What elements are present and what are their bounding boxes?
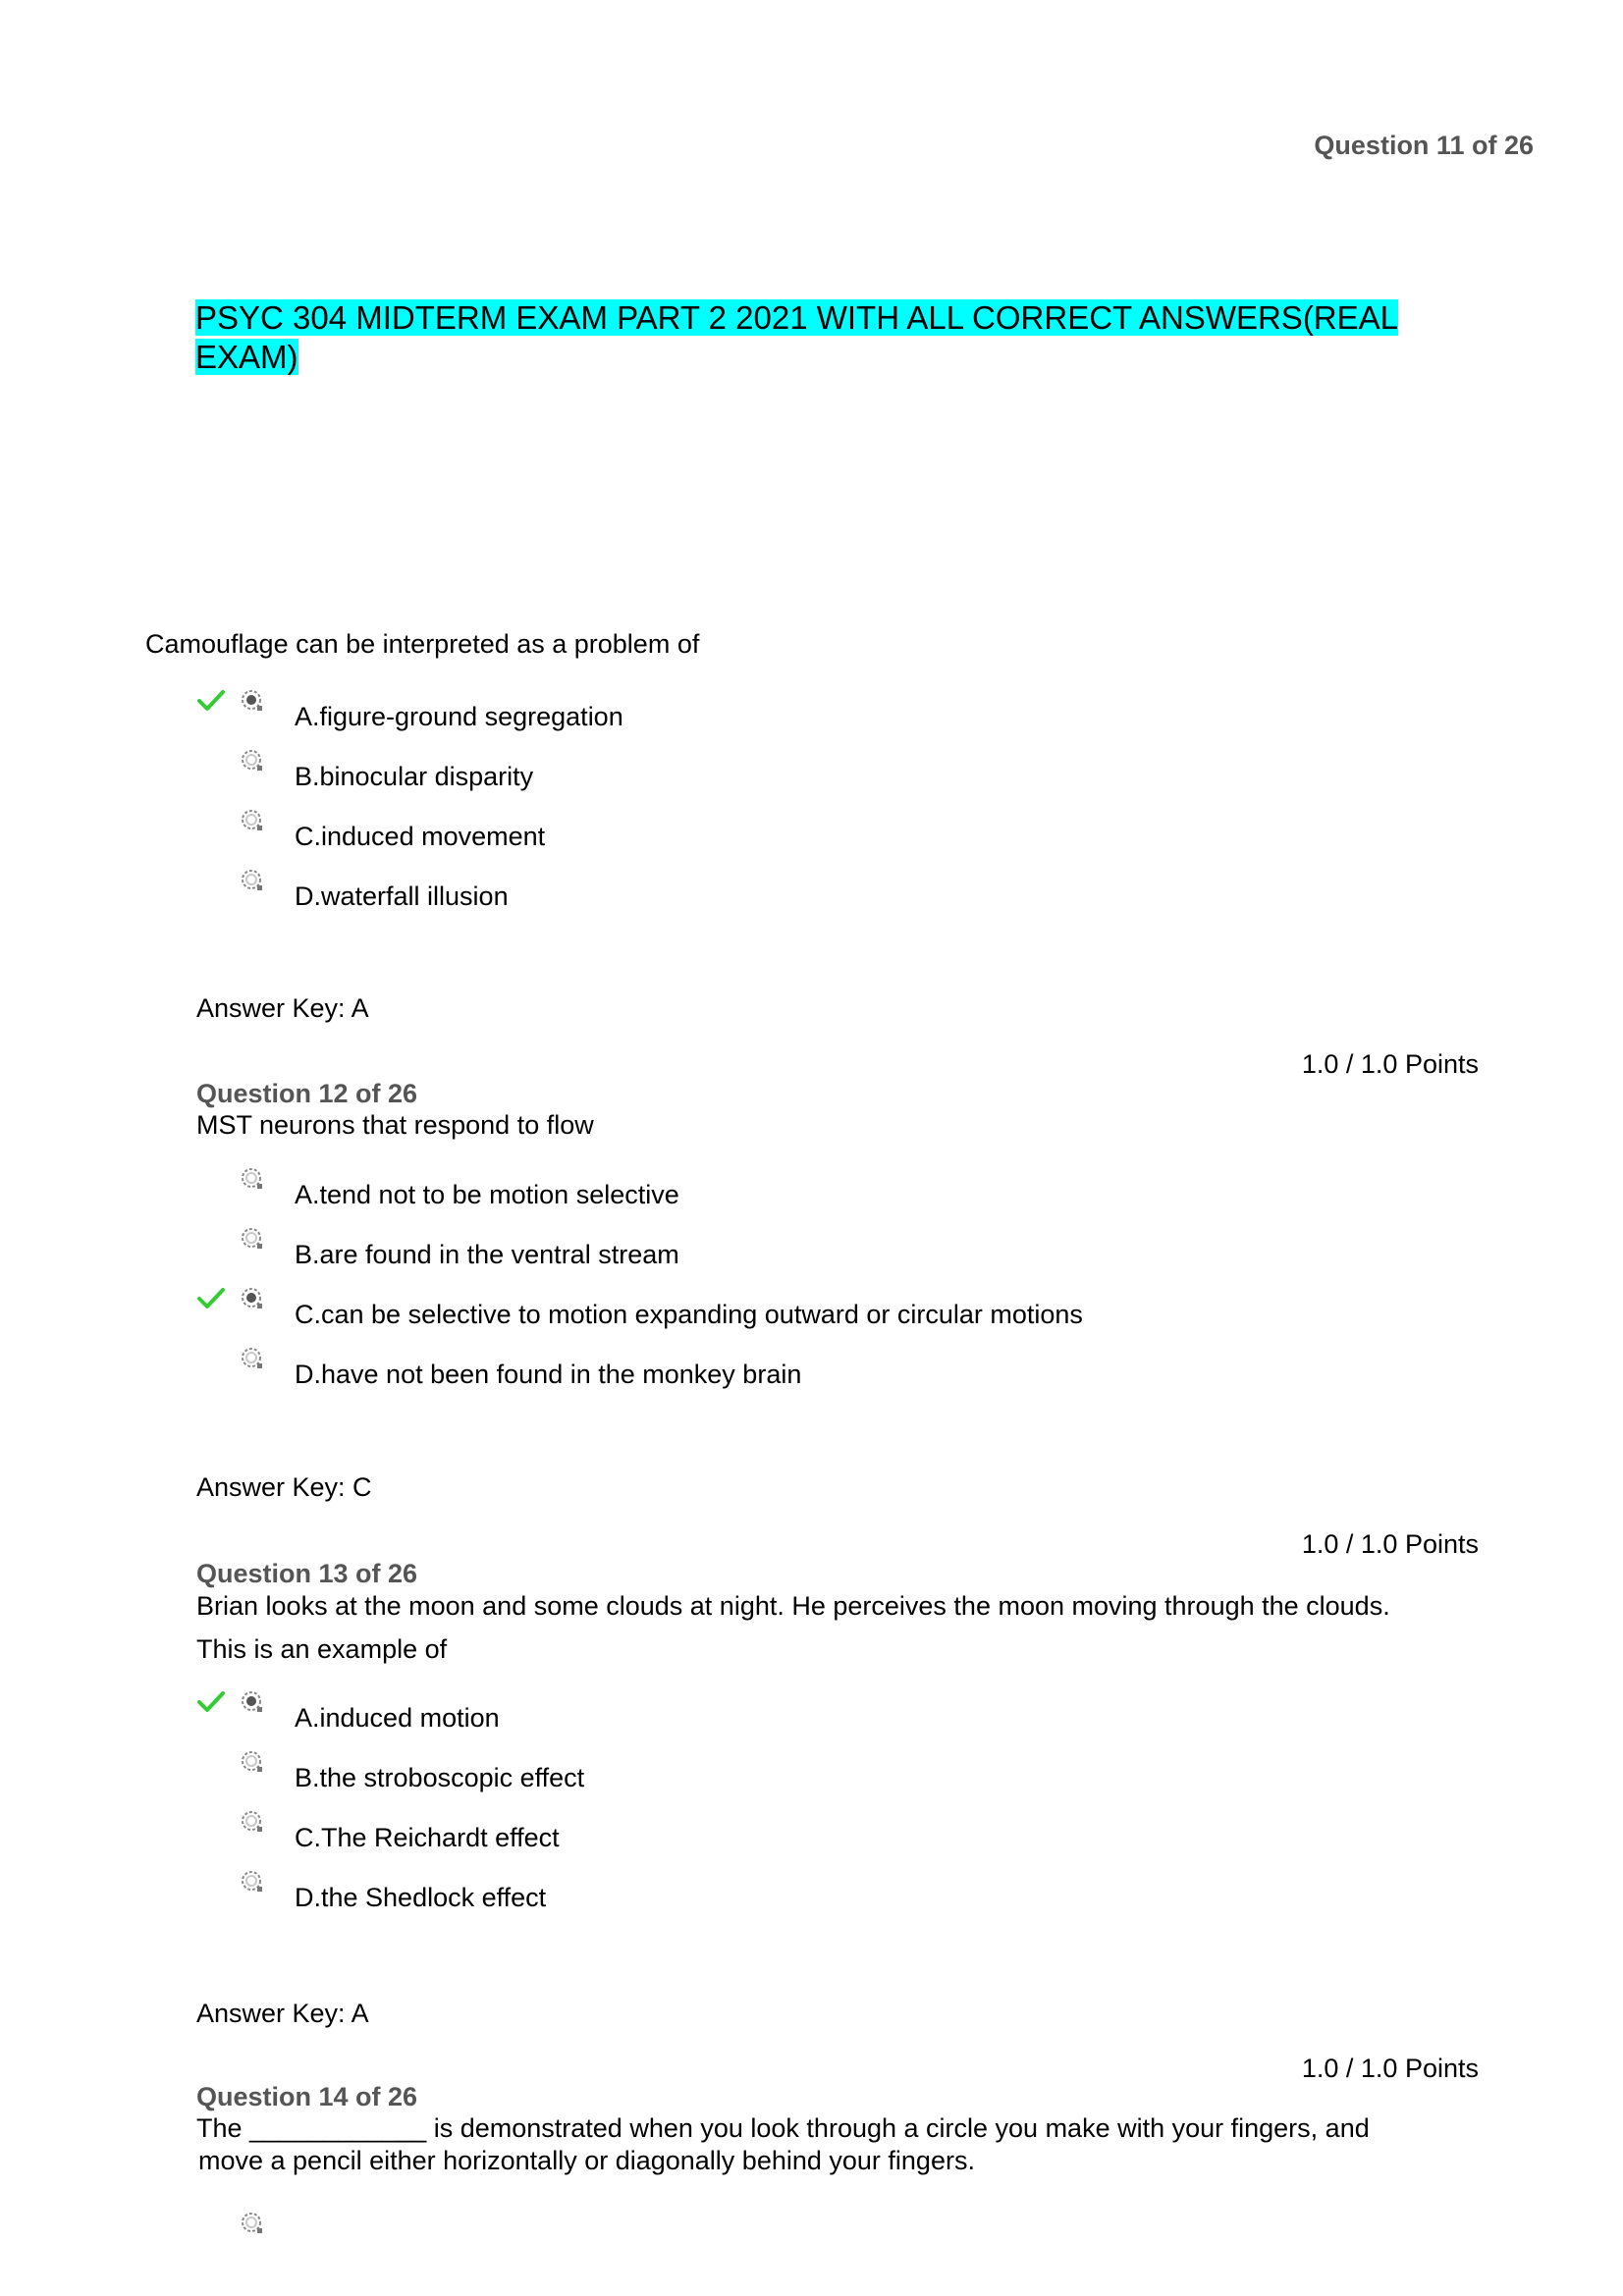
radio-icon[interactable]: [238, 686, 267, 716]
q14-prompt-line2: move a pencil either horizontally or diagonally behind your fingers.: [198, 2146, 975, 2175]
q12-heading: Question 12 of 26: [196, 1079, 418, 1108]
radio-icon[interactable]: [238, 1284, 267, 1313]
q13-heading: Question 13 of 26: [196, 1559, 418, 1588]
radio-icon[interactable]: [238, 746, 267, 775]
radio-icon[interactable]: [238, 1867, 267, 1896]
radio-icon[interactable]: [238, 1807, 267, 1837]
radio-icon[interactable]: [238, 2209, 267, 2238]
q14-prompt-line1: The ____________ is demonstrated when you look through a circle you make with your fingers, and: [196, 2113, 1370, 2143]
q13-answer-key: Answer Key: A: [196, 1999, 369, 2028]
option-label: C.The Reichardt effect: [295, 1823, 560, 1852]
q13-prompt-line2: This is an example of: [196, 1634, 448, 1664]
option-label: D.have not been found in the monkey brain: [295, 1360, 802, 1389]
radio-icon[interactable]: [238, 1344, 267, 1373]
q11-answer-key: Answer Key: A: [196, 993, 369, 1023]
radio-icon[interactable]: [238, 806, 267, 835]
document-title: PSYC 304 MIDTERM EXAM PART 2 2021 WITH ALL CORRECT ANSWERS(REAL EXAM): [195, 299, 1399, 375]
radio-icon[interactable]: [238, 1747, 267, 1777]
option-label: B.the stroboscopic effect: [295, 1763, 585, 1792]
option-label: A.induced motion: [295, 1703, 500, 1733]
radio-icon[interactable]: [238, 1164, 267, 1194]
q11-prompt: Camouflage can be interpreted as a problem of: [145, 629, 700, 659]
radio-icon[interactable]: [238, 1687, 267, 1717]
option-label: D.the Shedlock effect: [295, 1883, 547, 1912]
option-label: C.can be selective to motion expanding outward or circular motions: [295, 1300, 1083, 1329]
q14-heading: Question 14 of 26: [196, 2082, 418, 2111]
radio-icon[interactable]: [238, 1224, 267, 1254]
option-label: B.are found in the ventral stream: [295, 1240, 679, 1269]
radio-icon[interactable]: [238, 866, 267, 895]
q13-prompt-line1: Brian looks at the moon and some clouds at night. He perceives the moon moving through the clouds.: [196, 1591, 1390, 1621]
q12-points: 1.0 / 1.0 Points: [1301, 1529, 1479, 1559]
check-icon: [196, 1286, 226, 1311]
check-icon: [196, 688, 226, 714]
question-counter: Question 11 of 26: [1314, 131, 1534, 160]
q12-answer-key: Answer Key: C: [196, 1472, 372, 1502]
option-label: B.binocular disparity: [295, 762, 534, 791]
q11-points: 1.0 / 1.0 Points: [1301, 1049, 1479, 1079]
q13-points: 1.0 / 1.0 Points: [1301, 2054, 1479, 2083]
option-label: A.tend not to be motion selective: [295, 1180, 679, 1209]
check-icon: [196, 1689, 226, 1715]
option-label: C.induced movement: [295, 822, 546, 851]
option-label: D.waterfall illusion: [295, 881, 509, 911]
option-label: A.figure-ground segregation: [295, 702, 623, 731]
q12-prompt: MST neurons that respond to flow: [196, 1110, 594, 1140]
